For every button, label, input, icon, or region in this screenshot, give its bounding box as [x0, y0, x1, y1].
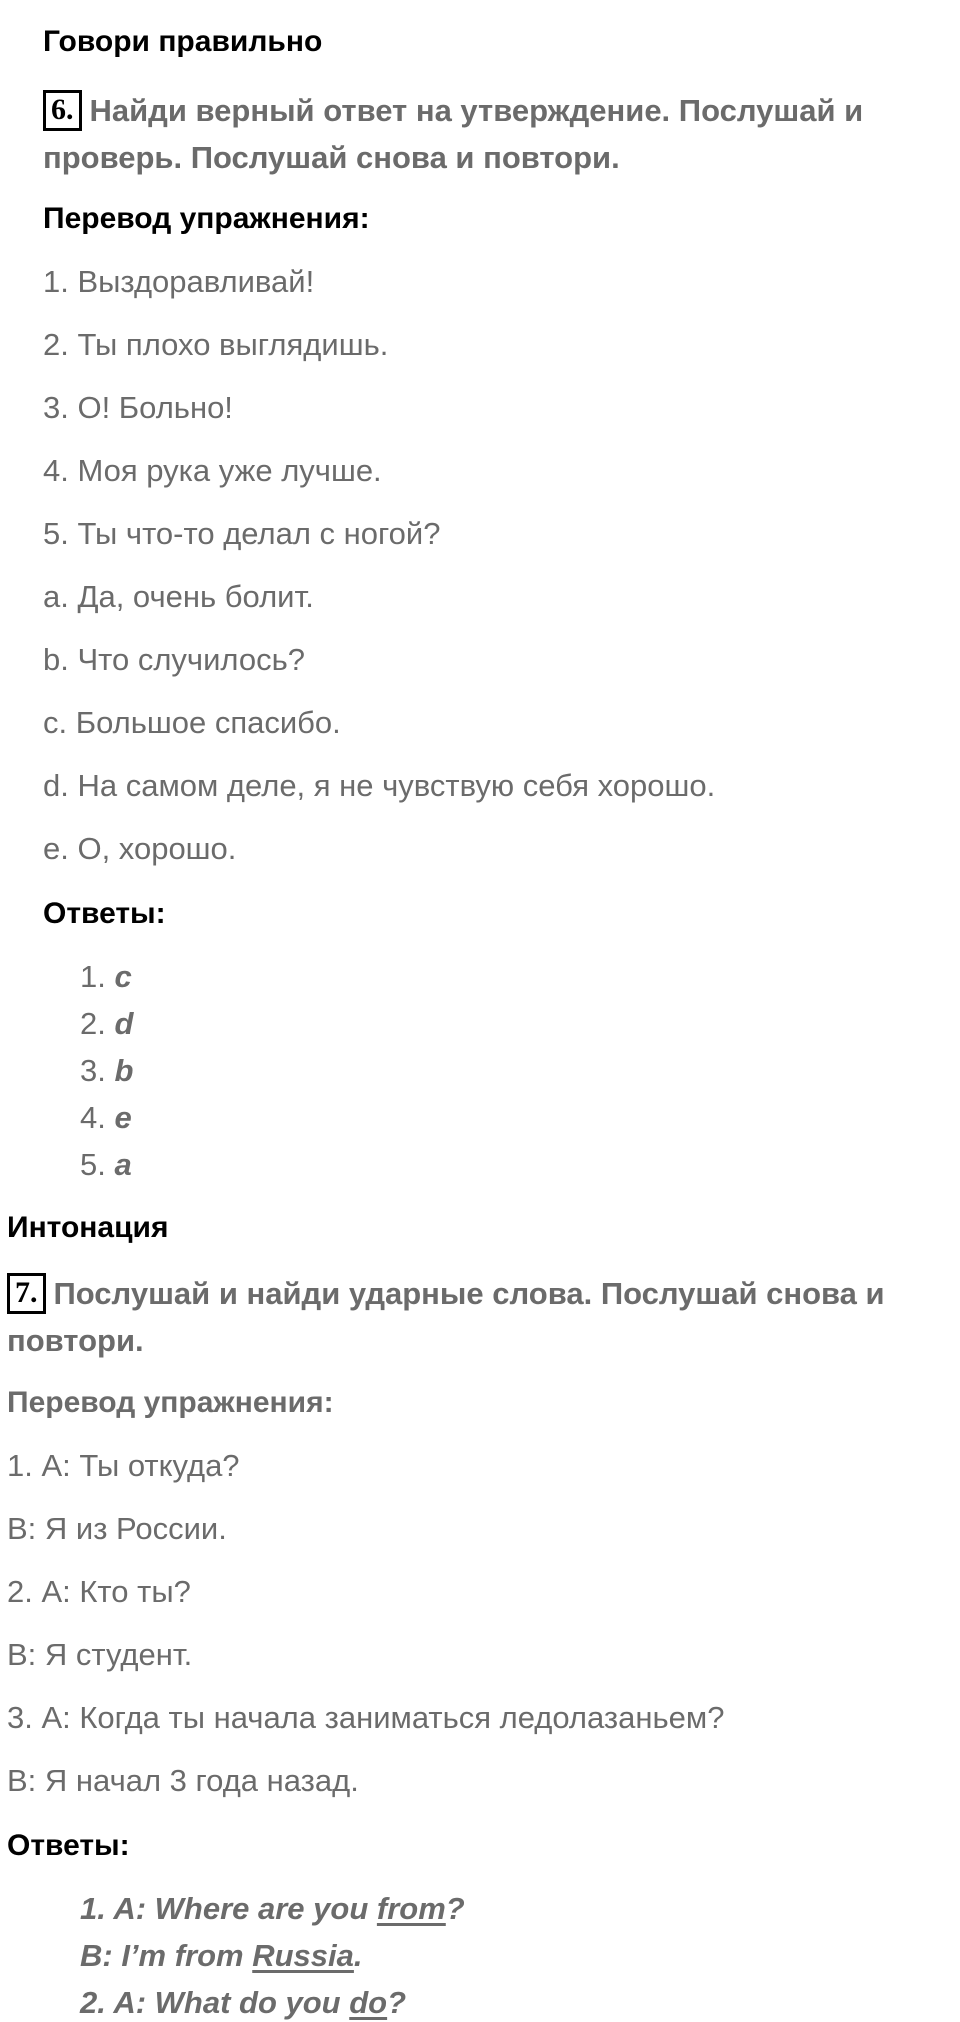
- english-answer-line: [80, 1891, 465, 1927]
- stressed-word: Russia: [252, 1938, 354, 1973]
- english-answer-line: [80, 1985, 406, 2021]
- answer-post: .: [353, 1938, 363, 1973]
- dialog-line: В: Я начал 3 года назад.: [7, 1763, 359, 1798]
- list-item: 5. Ты что-то делал с ногой?: [43, 516, 441, 551]
- answers-heading-6: Ответы:: [43, 897, 166, 930]
- list-item: 3. О! Больно!: [43, 390, 233, 425]
- list-item: c. Большое спасибо.: [43, 705, 341, 740]
- answer-letter: a: [114, 1147, 132, 1182]
- answer-num: 3.: [80, 1053, 106, 1088]
- section-title-intonation: Интонация: [7, 1211, 169, 1244]
- stressed-word: do: [349, 1985, 388, 2020]
- task-7-text: Послушай и найди ударные слова. Послушай снова и повтори.: [7, 1276, 885, 1358]
- list-item: 4. Моя рука уже лучше.: [43, 453, 382, 488]
- answer-pre: 1. A: Where are you: [80, 1891, 377, 1926]
- answer-item: [80, 1100, 132, 1136]
- answer-letter: d: [114, 1006, 134, 1041]
- translation-heading-7: Перевод упражнения:: [7, 1386, 334, 1419]
- task-7-instruction: [7, 1270, 932, 1364]
- answer-item: [80, 959, 132, 995]
- task-6-instruction: [43, 87, 923, 181]
- answer-num: 4.: [80, 1100, 106, 1135]
- answers-heading-7: Ответы:: [7, 1829, 130, 1862]
- task-6-text: Найди верный ответ на утверждение. Послушай и проверь. Послушай снова и повтори.: [43, 93, 864, 175]
- list-item: a. Да, очень болит.: [43, 579, 314, 614]
- task-7-number: 7.: [7, 1273, 46, 1314]
- answer-letter: b: [114, 1053, 134, 1088]
- list-item: 2. Ты плохо выглядишь.: [43, 327, 389, 362]
- dialog-line: В: Я из России.: [7, 1511, 227, 1546]
- list-item: b. Что случилось?: [43, 642, 305, 677]
- answer-num: 1.: [80, 959, 106, 994]
- answer-post: ?: [445, 1891, 465, 1926]
- answer-num: 2.: [80, 1006, 106, 1041]
- section-title-speak-correctly: Говори правильно: [43, 25, 323, 58]
- english-answer-line: [80, 1938, 363, 1974]
- translation-heading-6: Перевод упражнения:: [43, 202, 370, 235]
- answer-letter: c: [114, 959, 132, 994]
- answer-num: 5.: [80, 1147, 106, 1182]
- answer-letter: e: [114, 1100, 132, 1135]
- answer-item: [80, 1006, 133, 1042]
- answer-item: [80, 1147, 132, 1183]
- answer-post: ?: [387, 1985, 407, 2020]
- list-item: 1. Выздоравливай!: [43, 264, 315, 299]
- task-6-number: 6.: [43, 90, 82, 131]
- list-item: d. На самом деле, я не чувствую себя хорошо.: [43, 768, 716, 803]
- answer-pre: B: I’m from: [80, 1938, 253, 1973]
- answer-item: [80, 1053, 133, 1089]
- dialog-line: 1. А: Ты откуда?: [7, 1448, 240, 1483]
- dialog-line: 3. А: Когда ты начала заниматься ледолазаньем?: [7, 1700, 725, 1735]
- dialog-line: 2. А: Кто ты?: [7, 1574, 191, 1609]
- dialog-line: В: Я студент.: [7, 1637, 193, 1672]
- answer-pre: 2. A: What do you: [80, 1985, 350, 2020]
- list-item: e. О, хорошо.: [43, 831, 237, 866]
- stressed-word: from: [376, 1891, 446, 1926]
